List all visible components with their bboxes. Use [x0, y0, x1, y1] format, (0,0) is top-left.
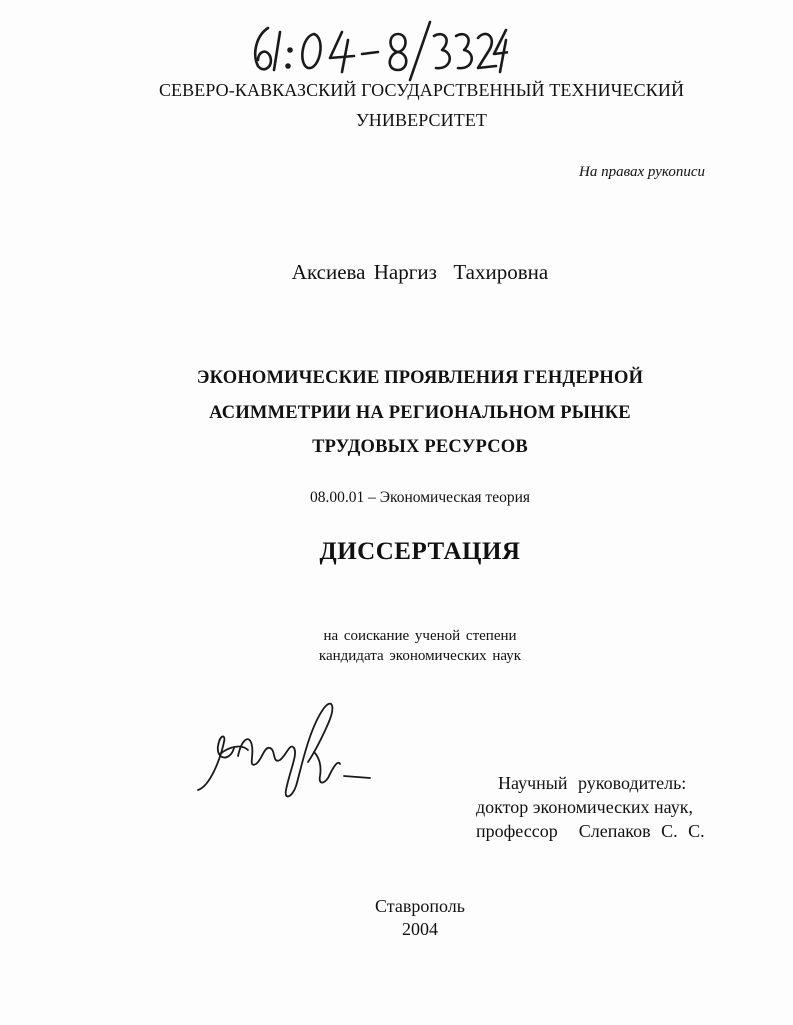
- manuscript-rights-note: На правах рукописи: [579, 164, 705, 180]
- signature-drawing: [190, 690, 380, 810]
- university-name-line-1: СЕВЕРО-КАВКАЗСКИЙ ГОСУДАРСТВЕННЫЙ ТЕХНИЧЕСКИЙ: [158, 80, 685, 100]
- degree-line-2: кандидата экономических наук: [318, 648, 522, 664]
- author-signature: [190, 690, 380, 810]
- author-name: Аксиева Наргиз Тахировна: [291, 260, 549, 284]
- supervisor-degree: доктор экономических наук,: [476, 797, 693, 817]
- university-name-line-2: УНИВЕРСИТЕТ: [355, 110, 488, 130]
- city-and-year: [0, 895, 793, 941]
- scientific-supervisor: [476, 771, 705, 843]
- dissertation-title-line-3: ТРУДОВЫХ РЕСУРСОВ: [312, 437, 528, 457]
- degree-line-1: на соискание ученой степени: [323, 628, 517, 644]
- supervisor-name: профессор Слепаков С. С.: [476, 821, 705, 841]
- supervisor-heading: Научный руководитель:: [498, 773, 687, 793]
- stamp-drawing: [238, 14, 508, 84]
- year: 2004: [402, 919, 438, 939]
- dissertation-title-line-2: АСИММЕТРИИ НА РЕГИОНАЛЬНОМ РЫНКЕ: [209, 403, 631, 423]
- handwritten-catalog-stamp: [238, 14, 508, 84]
- document-type-heading: ДИССЕРТАЦИЯ: [319, 538, 521, 565]
- dissertation-title-line-1: ЭКОНОМИЧЕСКИЕ ПРОЯВЛЕНИЯ ГЕНДЕРНОЙ: [196, 368, 644, 388]
- city: Ставрополь: [375, 896, 465, 916]
- specialty-code: 08.00.01 – Экономическая теория: [309, 489, 531, 506]
